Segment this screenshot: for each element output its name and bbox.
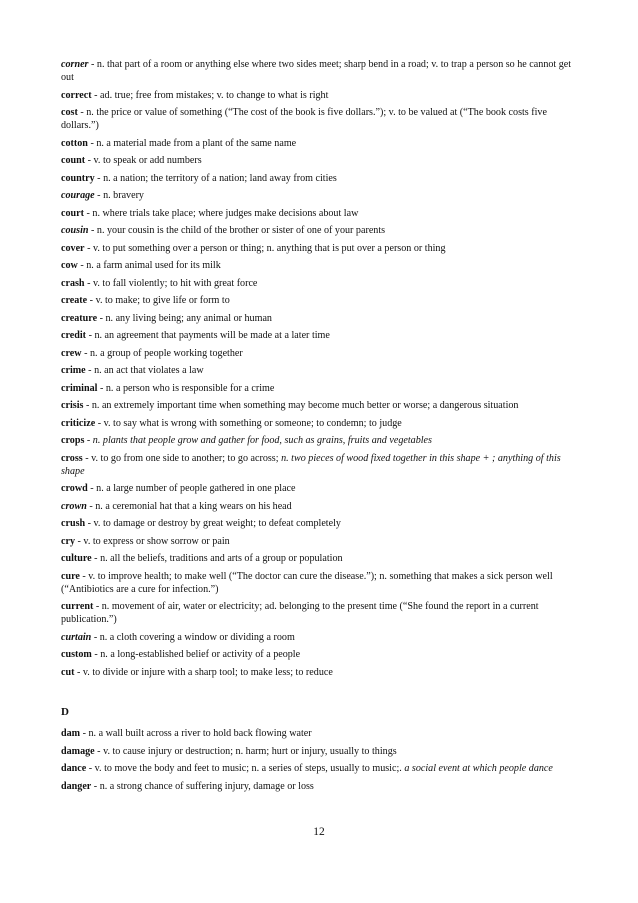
glossary-entry-creature xyxy=(61,312,581,325)
definition-text: n. plants that people grow and gather for food, such as grains, fruits and vegetables xyxy=(92,435,432,446)
definition-text: - v. to damage or destroy by great weight; to defeat completely xyxy=(85,518,341,529)
glossary-entry-cross xyxy=(61,452,581,478)
definition-text: - v. to go from one side to another; to go across; xyxy=(82,452,282,464)
headword: cure xyxy=(61,570,80,582)
headword: cry xyxy=(61,535,76,547)
definition-text: - n. a person who is responsible for a crime xyxy=(97,382,275,394)
definition-text: - v. to divide or injure with a sharp tool; to make less; to reduce xyxy=(74,666,333,678)
definition-text: - n. an extremely important time when something may become much better or worse; a dangerous situation xyxy=(83,400,519,411)
glossary-entry-cry xyxy=(61,535,581,548)
headword: creature xyxy=(61,312,98,324)
glossary-entry-cousin xyxy=(61,224,581,237)
glossary-entry-crime xyxy=(61,364,581,377)
page-number: 12 xyxy=(313,826,325,838)
glossary-entry-crush xyxy=(61,517,581,530)
headword: crisis xyxy=(61,400,84,411)
headword: damage xyxy=(61,745,95,757)
definition-text: - v. to speak or add numbers xyxy=(85,155,202,166)
headword: cost xyxy=(61,107,78,118)
c-entries-list xyxy=(61,58,581,683)
headword: dance xyxy=(61,763,87,774)
definition-text: - n. an act that violates a law xyxy=(85,365,204,376)
definition-text: - n. a ceremonial hat that a king wears on his head xyxy=(86,500,292,512)
definition-text: - n. a large number of people gathered in one place xyxy=(87,483,296,494)
glossary-entry-criticize xyxy=(61,417,581,430)
headword: current xyxy=(61,601,94,612)
glossary-entry-crown xyxy=(61,500,581,513)
headword: cover xyxy=(61,242,85,254)
headword: crash xyxy=(61,277,85,289)
glossary-entry-current xyxy=(61,600,581,626)
glossary-entry-crew xyxy=(61,347,581,360)
glossary-entry-criminal xyxy=(61,382,581,395)
definition-text: - v. to move the body and feet to music; n. a series of steps, usually to music;. xyxy=(86,763,405,774)
headword: cross xyxy=(61,452,83,464)
glossary-entry-damage xyxy=(61,745,581,758)
glossary-entry-cow xyxy=(61,259,581,272)
glossary-entry-create xyxy=(61,294,581,307)
headword: crowd xyxy=(61,483,88,494)
definition-text: - n. a strong chance of suffering injury, damage or loss xyxy=(91,780,314,792)
definition-text: - n. bravery xyxy=(94,190,144,201)
definition-text: - v. to say what is wrong with something or someone; to condemn; to judge xyxy=(95,417,402,429)
definition-text: - n. where trials take place; where judges make decisions about law xyxy=(83,207,359,219)
d-entries-list xyxy=(61,727,581,797)
glossary-entry-crops xyxy=(61,434,581,447)
glossary-entry-dam xyxy=(61,727,581,740)
glossary-entry-custom xyxy=(61,648,581,661)
definition-text: - v. to improve health; to make well (“The doctor can cure the disease.”); n. something that makes a sick person well (“Antibiotics are a cure for infection.”) xyxy=(61,570,553,595)
definition-text: - n. an agreement that payments will be made at a later time xyxy=(86,330,330,341)
headword: crops xyxy=(61,435,85,446)
glossary-entry-cost xyxy=(61,106,581,132)
glossary-entry-credit xyxy=(61,329,581,342)
definition-text: - v. to cause injury or destruction; n. harm; hurt or injury, usually to things xyxy=(94,745,397,757)
glossary-entry-crisis xyxy=(61,399,581,412)
glossary-entry-danger xyxy=(61,780,581,793)
headword: create xyxy=(61,295,88,306)
headword: correct xyxy=(61,89,92,101)
glossary-entry-count xyxy=(61,154,581,167)
headword: cousin xyxy=(61,225,89,236)
definition-text: - n. a farm animal used for its milk xyxy=(77,260,221,271)
glossary-entry-cure xyxy=(61,570,581,596)
definition-text: - n. a long-established belief or activity of a people xyxy=(91,649,301,660)
headword: dam xyxy=(61,728,81,739)
headword: count xyxy=(61,155,86,166)
glossary-entry-crowd xyxy=(61,482,581,495)
glossary-entry-corner xyxy=(61,58,581,84)
headword: cut xyxy=(61,666,75,678)
definition-text: - n. a wall built across a river to hold back flowing water xyxy=(80,728,312,739)
headword: crime xyxy=(61,365,86,376)
glossary-entry-dance xyxy=(61,762,581,775)
headword: corner xyxy=(61,59,89,70)
glossary-entry-correct xyxy=(61,89,581,102)
headword: danger xyxy=(61,780,92,792)
definition-text: - xyxy=(84,435,93,446)
glossary-entry-curtain xyxy=(61,631,581,644)
headword: culture xyxy=(61,553,92,564)
glossary-entry-culture xyxy=(61,552,581,565)
definition-text: - n. a material made from a plant of the same name xyxy=(87,137,297,149)
headword: cotton xyxy=(61,137,88,149)
glossary-entry-court xyxy=(61,207,581,220)
headword: criminal xyxy=(61,382,98,394)
definition-text: - n. that part of a room or anything else where two sides meet; sharp bend in a road; v. to trap a person so he cannot get out xyxy=(61,59,572,83)
headword: court xyxy=(61,207,84,219)
headword: criticize xyxy=(61,417,96,429)
definition-text: - n. the price or value of something (“The cost of the book is five dollars.”); v. to be valued at (“The book costs five dollars.”) xyxy=(61,107,547,131)
definition-text: - ad. true; free from mistakes; v. to change to what is right xyxy=(91,89,329,101)
glossary-entry-crash xyxy=(61,277,581,290)
definition-text: - v. to put something over a person or thing; n. anything that is put over a person or thing xyxy=(84,242,446,254)
headword: crew xyxy=(61,347,82,359)
definition-text: - v. to express or show sorrow or pain xyxy=(75,535,230,547)
definition-text: - n. a group of people working together xyxy=(81,347,243,359)
definition-text: - n. movement of air, water or electricity; ad. belonging to the present time (“She found the report in a current publication.”) xyxy=(61,601,539,625)
headword: curtain xyxy=(61,631,92,643)
headword: crush xyxy=(61,518,86,529)
definition-text: - n. a nation; the territory of a nation; land away from cities xyxy=(94,172,337,184)
glossary-entry-cotton xyxy=(61,137,581,150)
definition-text: a social event at which people dance xyxy=(404,763,553,774)
headword: cow xyxy=(61,260,78,271)
headword: crown xyxy=(61,500,87,512)
glossary-entry-courage xyxy=(61,189,581,202)
definition-text: - n. all the beliefs, traditions and arts of a group or population xyxy=(91,553,343,564)
definition-text: n. two pieces of wood fixed together in this shape + ; anything of this shape xyxy=(61,452,561,477)
headword: credit xyxy=(61,330,87,341)
definition-text: - n. your cousin is the child of the brother or sister of one of your parents xyxy=(88,225,386,236)
definition-text: - v. to make; to give life or form to xyxy=(87,295,230,306)
definition-text: - v. to fall violently; to hit with great force xyxy=(84,277,258,289)
section-letter-d: D xyxy=(61,706,69,718)
headword: country xyxy=(61,172,95,184)
definition-text: - n. a cloth covering a window or dividing a room xyxy=(91,631,295,643)
glossary-entry-cut xyxy=(61,666,581,679)
headword: custom xyxy=(61,649,92,660)
headword: courage xyxy=(61,190,95,201)
glossary-entry-country xyxy=(61,172,581,185)
definition-text: - n. any living being; any animal or human xyxy=(97,312,272,324)
glossary-entry-cover xyxy=(61,242,581,255)
